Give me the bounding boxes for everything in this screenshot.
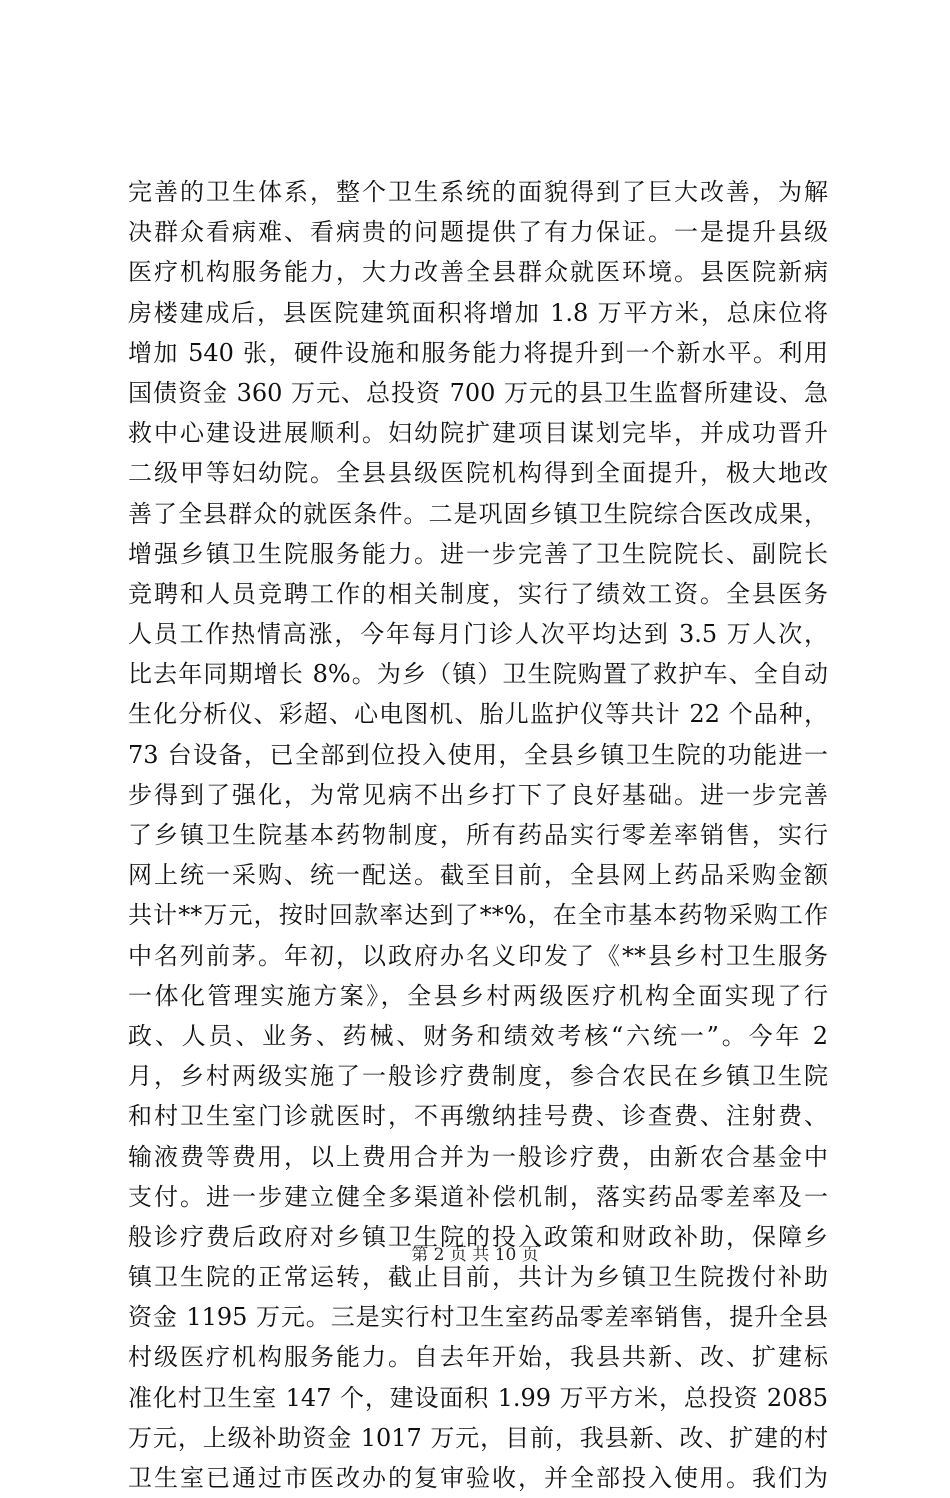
body-text-line: 般诊疗费后政府对乡镇卫生院的投入政策和财政补助，保障乡 [128,1222,828,1251]
body-text-line: 国债资金 360 万元、总投资 700 万元的县卫生监督所建设、急 [128,378,828,407]
body-text-line: 比去年同期增长 8%。为乡（镇）卫生院购置了救护车、全自动 [128,660,828,689]
body-text-line: 竞聘和人员竞聘工作的相关制度，实行了绩效工资。全县医务 [128,579,828,608]
body-text-line: 卫生室已通过市医改办的复审验收，并全部投入使用。我们为 [128,1464,828,1492]
document-body [128,172,828,1498]
body-text-line: 村级医疗机构服务能力。自去年开始，我县共新、改、扩建标 [128,1343,828,1372]
body-text-line: 支付。进一步建立健全多渠道补偿机制，落实药品零差率及一 [128,1182,828,1211]
body-text-line: 决群众看病难、看病贵的问题提供了有力保证。一是提升县级 [128,218,828,247]
body-text-line: 准化村卫生室 147 个，建设面积 1.99 万平方米，总投资 2085 [128,1383,828,1412]
body-text-line: 政、人员、业务、药械、财务和绩效考核“六统一”。今年 2 [128,1021,828,1050]
body-text-line: 人员工作热情高涨，今年每月门诊人次平均达到 3.5 万人次， [128,620,828,649]
body-text-line: 救中心建设进展顺利。妇幼院扩建项目谋划完毕，并成功晋升 [128,419,828,448]
body-text-line: 一体化管理实施方案》，全县乡村两级医疗机构全面实现了行 [128,981,828,1010]
body-text-line: 73 台设备，已全部到位投入使用，全县乡镇卫生院的功能进一 [128,740,828,769]
body-text-line: 生化分析仪、彩超、心电图机、胎儿监护仪等共计 22 个品种， [128,700,828,729]
body-text-line: 月，乡村两级实施了一般诊疗费制度，参合农民在乡镇卫生院 [128,1062,828,1091]
body-text-line: 了乡镇卫生院基本药物制度，所有药品实行零差率销售，实行 [128,821,828,849]
body-text-line: 增加 540 张，硬件设施和服务能力将提升到一个新水平。利用 [128,338,828,367]
body-text-line: 和村卫生室门诊就医时，不再缴纳挂号费、诊查费、注射费、 [128,1102,828,1131]
body-text-line: 医疗机构服务能力，大力改善全县群众就医环境。县医院新病 [128,258,828,287]
body-text-line: 善了全县群众的就医条件。二是巩固乡镇卫生院综合医改成果， [128,499,828,528]
body-text-line: 房楼建成后，县医院建筑面积将增加 1.8 万平方米，总床位将 [128,298,828,327]
body-text-line: 资金 1195 万元。三是实行村卫生室药品零差率销售，提升全县 [128,1303,828,1332]
body-text-line: 二级甲等妇幼院。全县县级医院机构得到全面提升，极大地改 [128,459,828,488]
body-text-line: 共计**万元，按时回款率达到了**%，在全市基本药物采购工作 [128,901,828,930]
body-text-line: 增强乡镇卫生院服务能力。进一步完善了卫生院院长、副院长 [128,539,828,568]
body-text-line: 万元，上级补助资金 1017 万元，目前，我县新、改、扩建的村 [128,1423,828,1452]
body-text-line: 镇卫生院的正常运转，截止目前，共计为乡镇卫生院拨付补助 [128,1263,828,1292]
page-footer: 第 2 页 共 10 页 [411,1245,539,1265]
body-text-line: 网上统一采购、统一配送。截至目前，全县网上药品采购金额 [128,861,828,890]
body-text-line: 完善的卫生体系，整个卫生系统的面貌得到了巨大改善，为解 [128,178,828,206]
body-text-line: 中名列前茅。年初，以政府办名义印发了《**县乡村卫生服务 [128,941,828,970]
body-text-line: 步得到了强化，为常见病不出乡打下了良好基础。进一步完善 [128,780,828,809]
body-text-line: 输液费等费用，以上费用合并为一般诊疗费，由新农合基金中 [128,1142,828,1171]
